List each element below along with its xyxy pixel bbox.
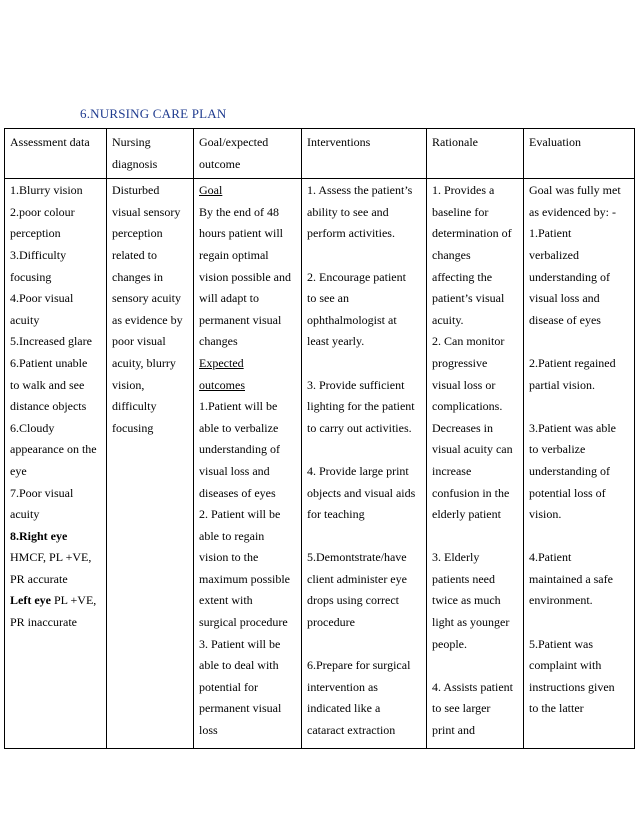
evaluation-line: 2.Patient regained [529, 355, 616, 370]
assessment-line: PR accurate [10, 571, 68, 586]
rationale-line: 2. Can monitor [432, 334, 505, 349]
rationale-line: 3. Elderly [432, 550, 480, 565]
assessment-line: PR inaccurate [10, 615, 77, 630]
diagnosis-cell [107, 179, 194, 748]
evaluation-line: 5.Patient was [529, 636, 593, 651]
diagnosis-line: focusing [112, 420, 154, 435]
interventions-line: lighting for the patient [307, 399, 415, 414]
diagnosis-line: related to [112, 247, 157, 262]
goal-line: By the end of 48 [199, 204, 279, 219]
assessment-line: distance objects [10, 399, 87, 414]
header-goal: Goal/expected outcome [194, 129, 302, 179]
assessment-line [10, 590, 101, 612]
goal-line: permanent visual [199, 701, 282, 716]
evaluation-line [529, 526, 629, 548]
evaluation-line: disease of eyes [529, 312, 601, 327]
rationale-line [432, 655, 518, 677]
rationale-line: patient’s visual [432, 291, 505, 306]
interventions-line [307, 353, 421, 375]
interventions-cell [302, 179, 427, 748]
header-evaluation: Evaluation [524, 129, 635, 179]
rationale-line: progressive [432, 355, 488, 370]
goal-line: vision to the [199, 550, 259, 565]
interventions-line: objects and visual aids [307, 485, 416, 500]
goal-line: changes [199, 334, 238, 349]
evaluation-line: understanding of [529, 463, 610, 478]
rationale-line: affecting the [432, 269, 493, 284]
assessment-line: appearance on the [10, 442, 97, 457]
interventions-line: 6.Prepare for surgical [307, 658, 411, 673]
goal-line: surgical procedure [199, 615, 288, 630]
rationale-line: print and [432, 723, 475, 738]
rationale-line: complications. [432, 399, 503, 414]
goal-line: able to regain [199, 528, 265, 543]
evaluation-line [529, 331, 629, 353]
interventions-line [307, 526, 421, 548]
goal-line: 2. Patient will be [199, 507, 281, 522]
interventions-line: ophthalmologist at [307, 312, 397, 327]
goal-line: visual loss and [199, 463, 270, 478]
assessment-line: 1.Blurry vision [10, 183, 83, 198]
diagnosis-line: acuity, blurry [112, 355, 176, 370]
interventions-line: client administer eye [307, 571, 407, 586]
diagnosis-line: Disturbed [112, 183, 160, 198]
interventions-line: least yearly. [307, 334, 365, 349]
assessment-line: eye [10, 463, 27, 478]
goal-line: vision possible and [199, 269, 291, 284]
header-rationale: Rationale [427, 129, 524, 179]
rationale-line: people. [432, 636, 467, 651]
assessment-line: perception [10, 226, 61, 241]
goal-line: understanding of [199, 442, 280, 457]
goal-line: 1.Patient will be [199, 399, 278, 414]
rationale-line: Decreases in [432, 420, 493, 435]
rationale-line: visual acuity can [432, 442, 513, 457]
interventions-line [307, 634, 421, 656]
evaluation-line: understanding of [529, 269, 610, 284]
assessment-cell [5, 179, 107, 748]
goal-line: 3. Patient will be [199, 636, 281, 651]
evaluation-line: partial vision. [529, 377, 595, 392]
goal-line: potential for [199, 679, 258, 694]
left-eye-value: PL +VE, [50, 593, 97, 608]
assessment-line: 7.Poor visual [10, 485, 74, 500]
interventions-line: 5.Demontstrate/have [307, 550, 407, 565]
diagnosis-line: as evidence by [112, 312, 183, 327]
header-interventions: Interventions [302, 129, 427, 179]
evaluation-line [529, 612, 629, 634]
diagnosis-line: perception [112, 226, 163, 241]
goal-line: able to deal with [199, 658, 279, 673]
rationale-cell [427, 179, 524, 748]
header-nursing-diagnosis: Nursing diagnosis [107, 129, 194, 179]
evaluation-line: instructions given [529, 679, 615, 694]
evaluation-line: environment. [529, 593, 593, 608]
evaluation-line: visual loss and [529, 291, 600, 306]
assessment-line: 8.Right eye [10, 528, 68, 543]
left-eye-label: Left eye [10, 593, 51, 608]
evaluation-line: maintained a safe [529, 571, 613, 586]
interventions-line: to carry out activities. [307, 420, 412, 435]
evaluation-line [529, 396, 629, 418]
rationale-line: acuity. [432, 312, 464, 327]
goal-line: permanent visual [199, 312, 282, 327]
interventions-line: to see an [307, 291, 349, 306]
evaluation-line: to the latter [529, 701, 584, 716]
evaluation-line: 3.Patient was able [529, 420, 616, 435]
goal-line: regain optimal [199, 247, 269, 262]
rationale-line: 4. Assists patient [432, 679, 514, 694]
assessment-line: 4.Poor visual [10, 291, 74, 306]
interventions-line [307, 439, 421, 461]
rationale-line: confusion in the [432, 485, 510, 500]
goal-line: extent with [199, 593, 253, 608]
evaluation-line: 1.Patient [529, 226, 572, 241]
diagnosis-line: poor visual [112, 334, 166, 349]
rationale-line: baseline for [432, 204, 489, 219]
section-title: 6.NURSING CARE PLAN [80, 106, 227, 121]
diagnosis-line: sensory acuity [112, 291, 181, 306]
rationale-line: determination of [432, 226, 512, 241]
goal-line: hours patient will [199, 226, 283, 241]
interventions-line: 4. Provide large print [307, 463, 409, 478]
evaluation-line: verbalized [529, 247, 579, 262]
rationale-line: to see larger [432, 701, 491, 716]
rationale-line: visual loss or [432, 377, 496, 392]
interventions-line: 2. Encourage patient [307, 269, 406, 284]
goal-line: outcomes [199, 377, 245, 392]
diagnosis-line: vision, [112, 377, 145, 392]
interventions-line: perform activities. [307, 226, 395, 241]
evaluation-line: complaint with [529, 658, 602, 673]
goal-line: able to verbalize [199, 420, 279, 435]
rationale-line: changes [432, 247, 471, 262]
evaluation-line: Goal was fully met [529, 183, 621, 198]
assessment-line: HMCF, PL +VE, [10, 550, 92, 565]
interventions-line: ability to see and [307, 204, 389, 219]
goal-line: Expected [199, 355, 244, 370]
assessment-line: to walk and see [10, 377, 85, 392]
interventions-line: procedure [307, 615, 355, 630]
evaluation-cell [524, 179, 635, 748]
rationale-line: light as younger [432, 615, 510, 630]
diagnosis-line: difficulty [112, 399, 157, 414]
assessment-line: acuity [10, 507, 40, 522]
rationale-line: elderly patient [432, 507, 501, 522]
table-row [5, 179, 635, 748]
goal-line: maximum possible [199, 571, 290, 586]
evaluation-line: as evidenced by: - [529, 204, 616, 219]
rationale-line [432, 526, 518, 548]
diagnosis-line: visual sensory [112, 204, 181, 219]
assessment-line: 3.Difficulty [10, 247, 67, 262]
interventions-line: indicated like a [307, 701, 381, 716]
assessment-line: 2.poor colour [10, 204, 75, 219]
interventions-line: cataract extraction [307, 723, 396, 738]
assessment-line: 6.Patient unable [10, 355, 88, 370]
assessment-line: acuity [10, 312, 40, 327]
header-assessment: Assessment data [5, 129, 107, 179]
goal-line: loss [199, 723, 218, 738]
interventions-line: intervention as [307, 679, 378, 694]
evaluation-line: vision. [529, 507, 562, 522]
goal-line: will adapt to [199, 291, 259, 306]
assessment-line: 6.Cloudy [10, 420, 55, 435]
nursing-care-plan-table [4, 128, 635, 749]
goal-cell [194, 179, 302, 748]
assessment-line: 5.Increased glare [10, 334, 92, 349]
assessment-line: focusing [10, 269, 52, 284]
interventions-line: 3. Provide sufficient [307, 377, 405, 392]
interventions-line [307, 245, 421, 267]
rationale-line: increase [432, 463, 472, 478]
evaluation-line: potential loss of [529, 485, 606, 500]
rationale-line: 1. Provides a [432, 183, 495, 198]
evaluation-line: 4.Patient [529, 550, 572, 565]
rationale-line: patients need [432, 571, 495, 586]
header-row [5, 129, 635, 179]
interventions-line: 1. Assess the patient’s [307, 183, 413, 198]
rationale-line: twice as much [432, 593, 501, 608]
diagnosis-line: changes in [112, 269, 163, 284]
interventions-line: drops using correct [307, 593, 399, 608]
interventions-line: for teaching [307, 507, 365, 522]
evaluation-line: to verbalize [529, 442, 586, 457]
goal-line: diseases of eyes [199, 485, 276, 500]
goal-line: Goal [199, 183, 223, 198]
